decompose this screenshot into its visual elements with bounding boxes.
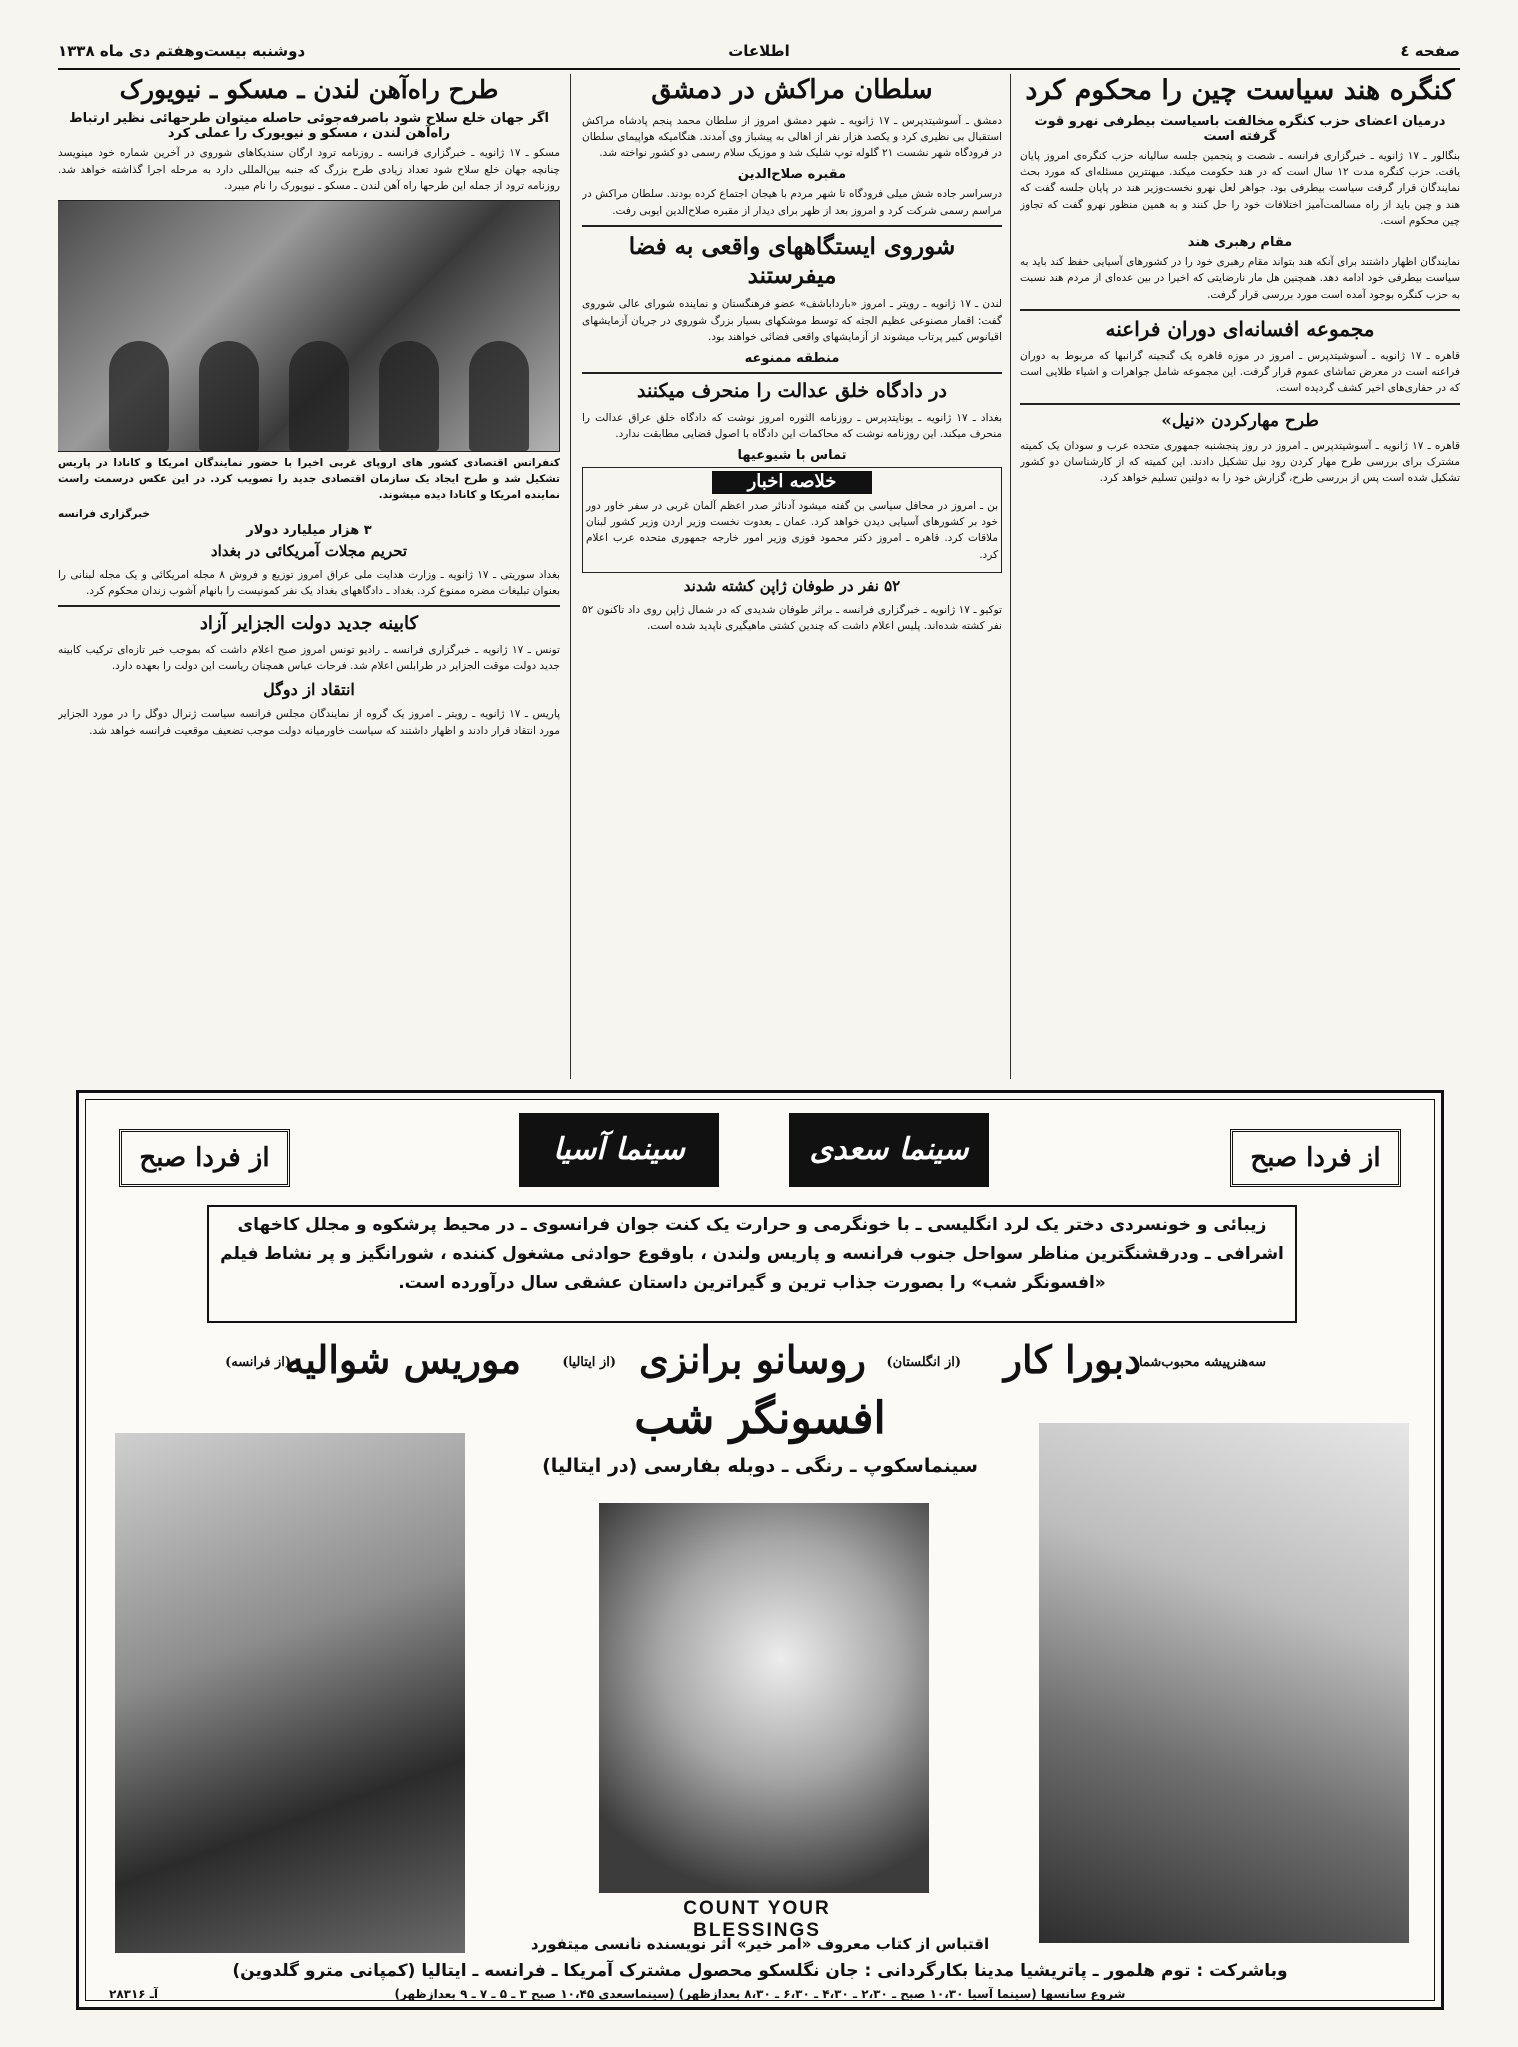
page-header	[58, 38, 1460, 70]
cast-maurice-chevalier: موریس شوالیه	[284, 1337, 521, 1382]
film-synopsis: زیبائی و خونسردی دختر یک لرد انگلیسی ـ با خونگرمی و حرارت یک کنت جوان فرانسوی ـ در محیط پرشکوه و مجلل کاخهای اشرافی ـ ودرقشنگترین مناظر سواحل جنوب فرانسه و پاریس ولندن ، باوقوع حوادثی مشغول کننده ، شورانگیز و پر نشاط فیلم «افسونگر شب» را بصورت جذاب ترین و گیراترین داستان عشقی سال درآورده است.	[207, 1205, 1297, 1323]
column-left	[58, 74, 560, 1079]
divider	[582, 372, 1002, 374]
headline-news-summary: خلاصه اخبار	[712, 471, 872, 494]
paper-name: اطلاعات	[728, 42, 790, 60]
article-pharaohs-body: قاهره ـ ۱۷ ژانویه ـ آسوشیتدپرس ـ امروز در موزه قاهره یک گنجینه گرانبها که مربوط به دوران فراعنه است در معرض تماشای عموم قرار گرفت. این مجموعه شامل جواهرات و اشیاء طلایی است که در حفاری‌های اخیر کشف گردیده است.	[1020, 349, 1460, 395]
column-separator	[570, 74, 571, 1079]
headline-algeria-cabinet: کابینه جدید دولت الجزایر آزاد	[199, 613, 419, 635]
film-format: سینماسکوپ ـ رنگی ـ دوبله بفارسی (در ایتالیا)	[542, 1455, 978, 1477]
subhead-india: درمیان اعضای حزب کنگره مخالفت باسیاست بیطرفی نهرو قوت گرفته است	[1034, 113, 1446, 144]
headline-magazine-ban: تحریم مجلات آمریکائی در بغداد	[210, 542, 408, 561]
person-figure	[199, 341, 259, 451]
article-sultan-body: دمشق ـ آسوشیتدپرس ـ ۱۷ ژانویه ـ شهر دمشق امروز از سلطان محمد پنجم پادشاه مراکش استقبال بی نظیری کرد و یکصد هزار نفر از اهالی به پیشباز وی آمدند. هنگامیکه هواپیمای سلطان در فرودگاه شهر نشست ۲۱ گلوله توپ شلیک شد و موزیک سلام رسمی دو کشور نواخته شد.	[582, 114, 1002, 160]
showtimes: شروع سانسها (سینما آسیا ۱۰،۳۰ صبح ـ ۲،۳۰ ـ ۴،۳۰ ـ ۶،۳۰ ـ ۸،۳۰ بعدازظهر) (سینماسعدی ۱۰،۴۵ صبح ۳ ـ ۵ ـ ۷ ـ ۹ بعدازظهر)	[394, 1987, 1126, 2001]
cinema-saadi-logo: سینما سعدی	[789, 1113, 989, 1187]
article-nile-body: قاهره ـ ۱۷ ژانویه ـ آسوشیتدپرس ـ امروز در روز پنجشنبه جمهوری متحده عرب و سودان یک کمیته مشترک برای بررسی طرح مهار کردن رود نیل تشکیل دادند. این کمیته که از کارشناسان دو کشور تشکیل شده است پس از بررسی طرح، گزارش خود را به دولتین تسلیم خواهد کرد.	[1020, 439, 1460, 485]
column-middle	[582, 74, 1002, 1079]
cast-country-uk: (از انگلستان)	[886, 1355, 961, 1370]
film-still-right	[1039, 1423, 1409, 1943]
divider	[582, 225, 1002, 227]
headline-soviet-space: شوروی ایستگاههای واقعی به فضا میفرستند	[628, 232, 956, 289]
film-still-center	[599, 1503, 929, 1893]
divider	[1020, 403, 1460, 405]
cast-country-france: (از فرانسه)	[225, 1355, 291, 1370]
article-india-body: بنگالور ـ ۱۷ ژانویه ـ خبرگزاری فرانسه ـ شصت و پنجمین جلسه سالیانه حزب کنگره‌ی امروز پایان یافت. حزب کنگره مدت ۱۲ سال است که در هند حکومت میکند. میهنترین مسئله‌ای که مورد بحث نمایندگان قرار گرفت سیاست بیطرفی بود. جواهر لعل نهرو نخست‌وزیر هند در پایان جلسه گفت که هند و چین باید از راه مسالمت‌آمیز اختلافات خود را حل کنند و به همین منظور نهرو گفت که تجاوز چین محکوم است.	[1020, 149, 1460, 227]
divider	[1020, 309, 1460, 311]
article-space-body: لندن ـ ۱۷ ژانویه ـ رویتر ـ امروز «بارداباشف» عضو فرهنگستان و نماینده شورای عالی شوروی گفت: اقمار مصنوعی عظیم الجثه که توسط موشکهای بسیار بزرگ شوروی در جریان آزمایشهای اقیانوس کبیر پرتاب میشوند از آزمایشهای واقعی فضائی خواهند بود.	[582, 298, 1002, 343]
subhead-forbidden-zone: منطقه ممنوعه	[744, 351, 840, 367]
article-court-body: بغداد ـ ۱۷ ژانویه ـ یونایتدپرس ـ روزنامه الثوره امروز نوشت که دادگاه خلق عراق عدالت را منحرف میکند. این روزنامه نوشت که محاکمات این دادگاه با اصول قضایی مطابقت ندارد.	[582, 411, 1002, 441]
article-railway-body: مسکو ـ ۱۷ ژانویه ـ خبرگزاری فرانسه ـ روزنامه ترود ارگان سندیکاهای شوروی در آخرین شماره خود مینویسد چنانچه جهان خلع سلاح شود تعداد زیادی طرح بزرگ که جنبه بین‌المللی دارد به مرحله اجرا گذاشته خواهد شد. روزنامه ترود از جمله این طرحها راه آهن لندن ـ مسکو ـ نیویورک را نام میبرد.	[58, 147, 560, 192]
cast-deborah-kerr: دبورا کار	[1003, 1337, 1141, 1382]
cinema-advertisement	[76, 1090, 1444, 2010]
headline-pharaohs: مجموعه افسانه‌ای دوران فراعنه	[1105, 316, 1375, 341]
cinema-asia-logo: سینما آسیا	[519, 1113, 719, 1187]
english-title: COUNT YOUR BLESSINGS	[683, 1898, 831, 1941]
issue-date: دوشنبه بیست‌وهفتم دی ماه ۱۳۳۸	[58, 42, 306, 60]
from-tomorrow-right: از فردا صبح	[1230, 1129, 1401, 1187]
article-summary-body: بن ـ امروز در محافل سیاسی بن گفته میشود آدنائر صدر اعظم آلمان غربی در سفر خاور دور خود بر کشورهای آسیایی دیدن خواهد کرد. عمان ـ بعدوت نخست وزیر اردن وزیر کشور لبنان ملاقات کرد. قاهره ـ امروز دکتر محمود فوزی وزیر امور خارجه جمهوری متحده عرب اعلام کرد.	[586, 499, 998, 561]
headline-railway: طرح راه‌آهن لندن ـ مسکو ـ نیویورک	[119, 75, 499, 104]
headline-japan-storm: ۵۲ نفر در طوفان ژاپن کشته شدند	[683, 576, 901, 595]
subhead-billion-dollars: ۳ هزار میلیارد دولار	[246, 523, 372, 539]
person-figure	[379, 341, 439, 451]
article-degaulle-body: پاریس ـ ۱۷ ژانویه ـ رویتر ـ امروز یک گروه از نمایندگان مجلس فرانسه سیاست ژنرال دوگل را در مورد الجزایر مورد انتقاد قرار دادند و اظهار داشتند که سیاست خاورمیانه دولت موجب تضعیف موقعیت فرانسه خواهد شد.	[58, 708, 560, 737]
column-separator	[1010, 74, 1011, 1079]
cast-intro: سه‌هنرپیشه محبوب‌شما	[1138, 1355, 1266, 1370]
subhead-saladin: مقبره صلاح‌الدین	[737, 167, 847, 183]
subhead-leadership: مقام رهبری هند	[1187, 235, 1293, 251]
article-japan-body: توکیو ـ ۱۷ ژانویه ـ خبرگزاری فرانسه ـ براثر طوفان شدیدی که در شمال ژاپن روی داد تاکنون ۵۲ نفر کشته شده‌اند. پلیس اعلام داشت که چندین کشتی ماهیگیری ناپدید شده است.	[582, 603, 1002, 632]
photo-caption: کنفرانس اقتصادی کشور های اروپای غربی اخیرا با حضور نمایندگان امریکا و کانادا در پاریس تشکیل شد و طرح ایجاد یک سازمان اقتصادی جدید را تصویب کرد. در این عکس درسمت راست نماینده امریکا و کانادا دیده میشوند.	[58, 457, 560, 501]
headline-peoples-court: در دادگاه خلق عدالت را منحرف میکنند	[637, 380, 947, 403]
person-figure	[109, 341, 169, 451]
from-tomorrow-left: از فردا صبح	[119, 1129, 290, 1187]
person-figure	[289, 341, 349, 451]
article-ban-body: بغداد سوریتی ـ ۱۷ ژانویه ـ وزارت هدایت ملی عراق امروز توزیع و فروش ۸ مجله امریکائی و یک مجله لبنانی را بعنوان تبلیغات مضره ممنوع کرد. بغداد ـ دادگاههای بغداد یک نفر کمونیست را بانهام آشوب زندان محکوم کرد.	[58, 568, 560, 598]
headline-nile: طرح مهارکردن «نیل»	[1161, 410, 1319, 431]
credit-source-book: اقتباس از کتاب معروف «امر خیر» اثر نویسنده نانسی میتفورد	[530, 1935, 990, 1953]
column-right	[1020, 74, 1460, 1079]
film-still-left	[115, 1433, 465, 1953]
article-india-body-2: نمایندگان اظهار داشتند برای آنکه هند بتواند مقام رهبری خود را در کشورهای آسیایی حفظ کند باید به سیاست بیطرفی خود ادامه دهد. همچنین هل مار نارضایتی که اخیرا در بین عده‌ای از مردم هند نسبت به حزب کنگره بوجود آمده است مورد بررسی قرار گرفت.	[1020, 256, 1460, 301]
headline-degaulle-criticism: انتقاد از دوگل	[263, 680, 355, 700]
news-summary-box	[582, 467, 1002, 573]
conference-photo	[58, 200, 560, 452]
article-algeria-body: تونس ـ ۱۷ ژانویه ـ خبرگزاری فرانسه ـ رادیو تونس امروز صبح اعلام داشت که بموجب خبر تازه‌ای ترکیب کابینه جدید دولت موقت الجزایر در طرابلس اعلام شد. فرحات عباس همچنان ریاست این دولت را بعهده دارد.	[58, 643, 560, 673]
photo-caption-source: خبرگزاری فرانسه	[58, 508, 150, 521]
credit-cast-director: وباشرکت : توم هلمور ـ پاتریشیا مدینا بکارگردانی : جان نگلسکو محصول مشترک آمریکا ـ فرانسه ـ ایتالیا (کمپانی مترو گلدوین)	[232, 1961, 1288, 1981]
subhead-railway: اگر جهان خلع سلاح شود باصرفه‌جوئی حاصله میتوان طرحهائی نظیر ارتباط راه‌آهن لندن ، مسکو و نیویورک را عملی کرد	[69, 111, 549, 142]
cast-country-italy: (از ایتالیا)	[562, 1355, 616, 1370]
article-sultan-body-2: درسراسر جاده شش میلی فرودگاه تا شهر مردم با هیجان اجتماع کرده بودند. سلطان مراکش در مراسم رسمی شرکت کرد و امروز بعد از ظهر برای دیدار از مقبره صلاح‌الدین ایوبی رفت.	[582, 188, 1002, 217]
divider	[58, 605, 560, 607]
film-title: افسونگر شب	[634, 1393, 886, 1444]
headline-morocco-sultan: سلطان مراکش در دمشق	[651, 75, 933, 105]
cast-rossano-brazzi: روسانو برانزی	[639, 1337, 866, 1382]
headline-india-congress: کنگره هند سیاست چین را محکوم کرد	[1025, 75, 1455, 106]
subhead-communists: تماس با شیوعیها	[737, 448, 847, 464]
ad-code: آـ ۲۸۳۱۶	[109, 1987, 159, 2001]
page-number: صفحه ٤	[1400, 42, 1460, 60]
person-figure	[469, 341, 529, 451]
